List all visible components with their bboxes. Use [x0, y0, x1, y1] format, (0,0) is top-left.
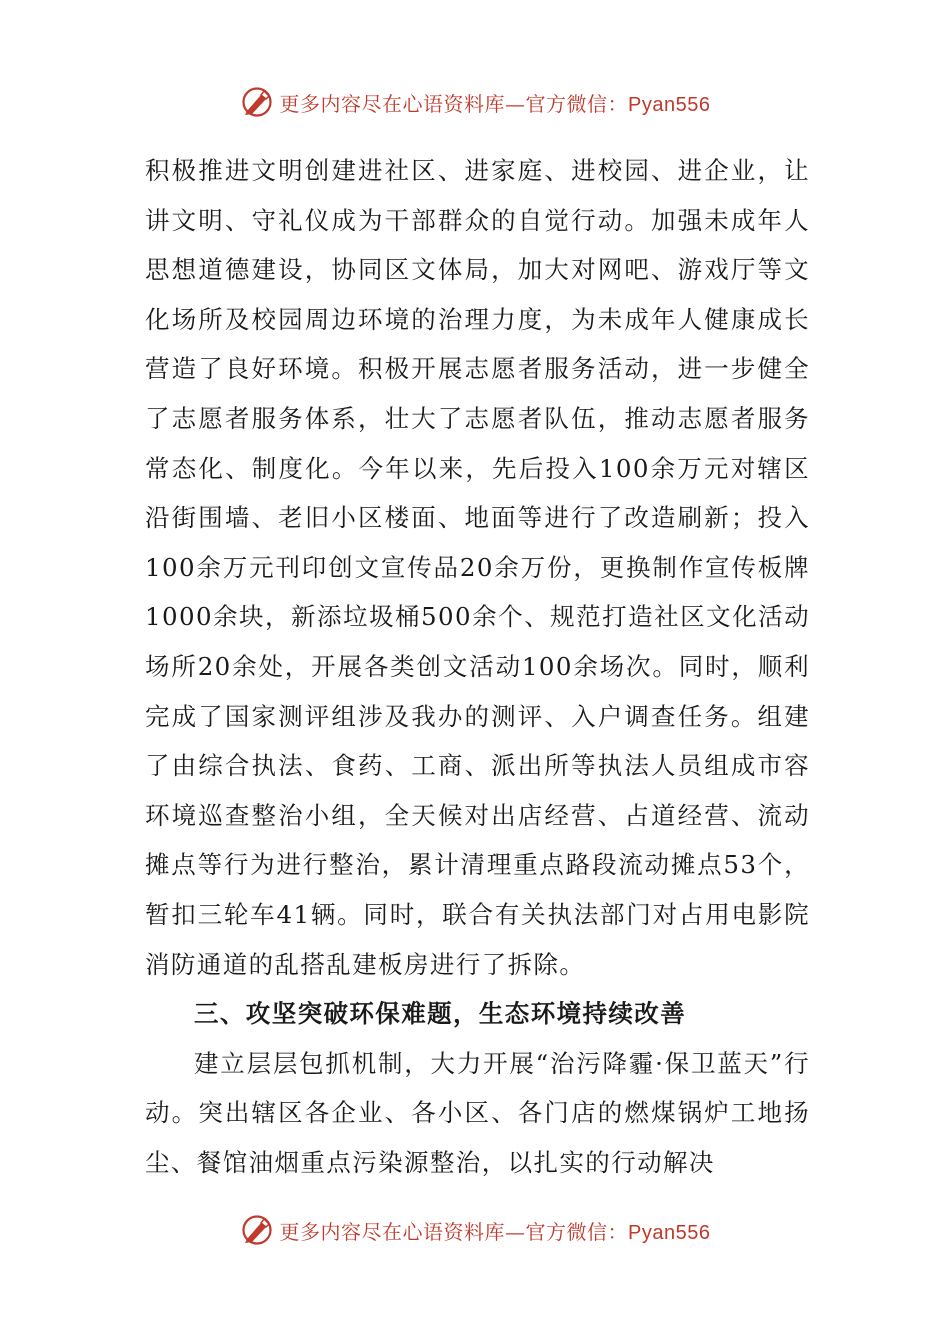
pen-nib-logo-icon [240, 1213, 274, 1247]
section-heading: 三、攻坚突破环保难题，生态环境持续改善 [194, 999, 687, 1029]
header-watermark [0, 82, 950, 122]
body-paragraph: 建立层层包抓机制，大力开展“治污降霾·保卫蓝天”行动。突出辖区各企业、各小区、各门店的燃煤锅炉工地扬尘、餐馆油烟重点污染源整治，以扎实的行动解决 [145, 1048, 810, 1177]
watermark-text: 更多内容尽在心语资料库—官方微信：Pyan556 [279, 91, 711, 116]
footer-watermark [0, 1210, 950, 1250]
body-paragraph: 积极推进文明创建进社区、进家庭、进校园、进企业，让讲文明、守礼仪成为干部群众的自觉行动。加强未成年人思想道德建设，协同区文体局，加大对网吧、游戏厅等文化场所及校园周边环境的治理力度，为未成年人健康成长营造了良好环境。积极开展志愿者服务活动，进一步健全了志愿者服务体系，壮大了志愿者队伍，推动志愿者服务常态化、制度化。今年以来，先后投入100余万元对辖区沿街围墙、老旧小区楼面、地面等进行了改造刷新；投入100余万元刊印创文宣传品20余万份，更换制作宣传板牌1000余块，新添垃圾桶500余个、规范打造社区文化活动场所20余处，开展各类创文活动100余场次。同时，顺利完成了国家测评组涉及我办的测评、入户调查任务。组建了由综合执法、食药、工商、派出所等执法人员组成市容环境巡查整治小组，全天候对出店经营、占道经营、流动摊点等行为进行整治，累计清理重点路段流动摊点53个，暂扣三轮车41辆。同时，联合有关执法部门对占用电影院消防通道的乱搭乱建板房进行了拆除。 [145, 156, 810, 979]
document-body [145, 146, 810, 1187]
watermark-text: 更多内容尽在心语资料库—官方微信：Pyan556 [279, 1219, 711, 1244]
pen-nib-logo-icon [240, 85, 274, 119]
